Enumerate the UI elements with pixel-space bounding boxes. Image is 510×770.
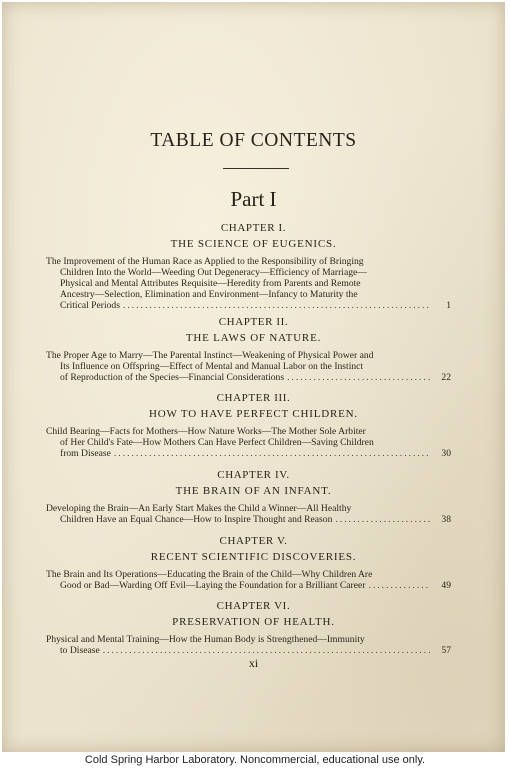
chapter-1 [2,221,505,312]
image-credit: Cold Spring Harbor Laboratory. Noncommercial, educational use only. [84,754,426,766]
chapter-summary [2,504,451,526]
chapter-number: CHAPTER VI. [216,600,291,612]
chapter-number: CHAPTER II. [218,316,289,328]
summary-line: Ancestry—Selection, Elimination and Environment—Infancy to Maturity the [60,288,358,300]
summary-line: of Her Child's Fate—How Mothers Can Have Perfect Children—Saving Children [60,436,374,448]
summary-line: Children Into the World—Weeding Out Degeneracy—Efficiency of Marriage— [60,266,367,278]
part-heading: Part I [230,187,277,211]
summary-line: Developing the Brain—An Early Start Makes the Child a Winner—All Healthy [46,503,352,514]
chapter-summary [2,427,451,460]
summary-line: Physical and Mental Attributes Requisite—Heredity from Parents and Remote [60,277,361,289]
book-page [2,2,505,752]
page-number: 57 [441,644,451,656]
chapter-number: CHAPTER I. [220,222,287,234]
toc-entry-line [46,515,451,526]
summary-line: Children Have an Equal Chance—How to Inspire Thought and Reason [60,513,333,525]
page-title: TABLE OF CONTENTS [150,130,357,151]
chapter-number: CHAPTER IV. [217,469,290,481]
summary-line: Physical and Mental Training—How the Human Body is Strengthened—Immunity [46,634,365,645]
summary-line: from Disease [60,447,111,459]
chapter-title: THE SCIENCE OF EUGENICS. [170,238,337,250]
page-number: 49 [441,579,451,591]
summary-line: Its Influence on Offspring—Effect of Mental and Manual Labor on the Instinct [60,360,364,372]
dot-leader [123,301,430,312]
page-number: 22 [441,371,451,383]
folio-page-number: xi [248,656,259,670]
chapter-number: CHAPTER V. [219,535,288,547]
chapter-title: HOW TO HAVE PERFECT CHILDREN. [149,408,358,420]
page-number: 30 [441,447,451,459]
summary-line: Child Bearing—Facts for Mothers—How Nature Works—The Mother Sole Arbiter [46,426,366,437]
toc-entry-line [46,373,451,384]
summary-line: The Brain and Its Operations—Educating the Brain of the Child—Why Children Are [46,569,373,580]
chapter-summary [2,635,451,657]
chapter-title: THE BRAIN OF AN INFANT. [175,485,332,497]
summary-line: Critical Periods [60,299,120,311]
chapter-title: THE LAWS OF NATURE. [185,332,322,344]
chapter-summary [2,570,451,592]
page-number: 1 [446,299,451,311]
toc-entry-line [46,301,451,312]
chapter-title: PRESERVATION OF HEALTH. [172,616,335,628]
toc-entry-line [46,449,451,460]
chapter-summary [2,257,451,312]
chapter-2 [2,315,505,384]
title-rule [223,168,289,169]
summary-line: Good or Bad—Warding Off Evil—Laying the Foundation for a Brilliant Career [60,579,366,591]
summary-line: The Proper Age to Marry—The Parental Instinct—Weakening of Physical Power and [46,350,374,361]
summary-line: The Improvement of the Human Race as Applied to the Responsibility of Bringing [46,256,364,267]
summary-line: to Disease [60,644,100,656]
dot-leader [335,515,430,526]
toc-entry-line [46,581,451,592]
chapter-3 [2,391,505,460]
dot-leader [114,449,430,460]
chapter-number: CHAPTER III. [216,392,291,404]
summary-line: of Reproduction of the Species—Financial Considerations [60,371,285,383]
page-number: 38 [441,513,451,525]
chapter-5 [2,534,505,592]
chapter-title: RECENT SCIENTIFIC DISCOVERIES. [150,551,357,563]
chapter-6 [2,599,505,657]
chapter-4 [2,468,505,526]
dot-leader [287,373,430,384]
dot-leader [368,581,430,592]
chapter-summary [2,351,451,384]
